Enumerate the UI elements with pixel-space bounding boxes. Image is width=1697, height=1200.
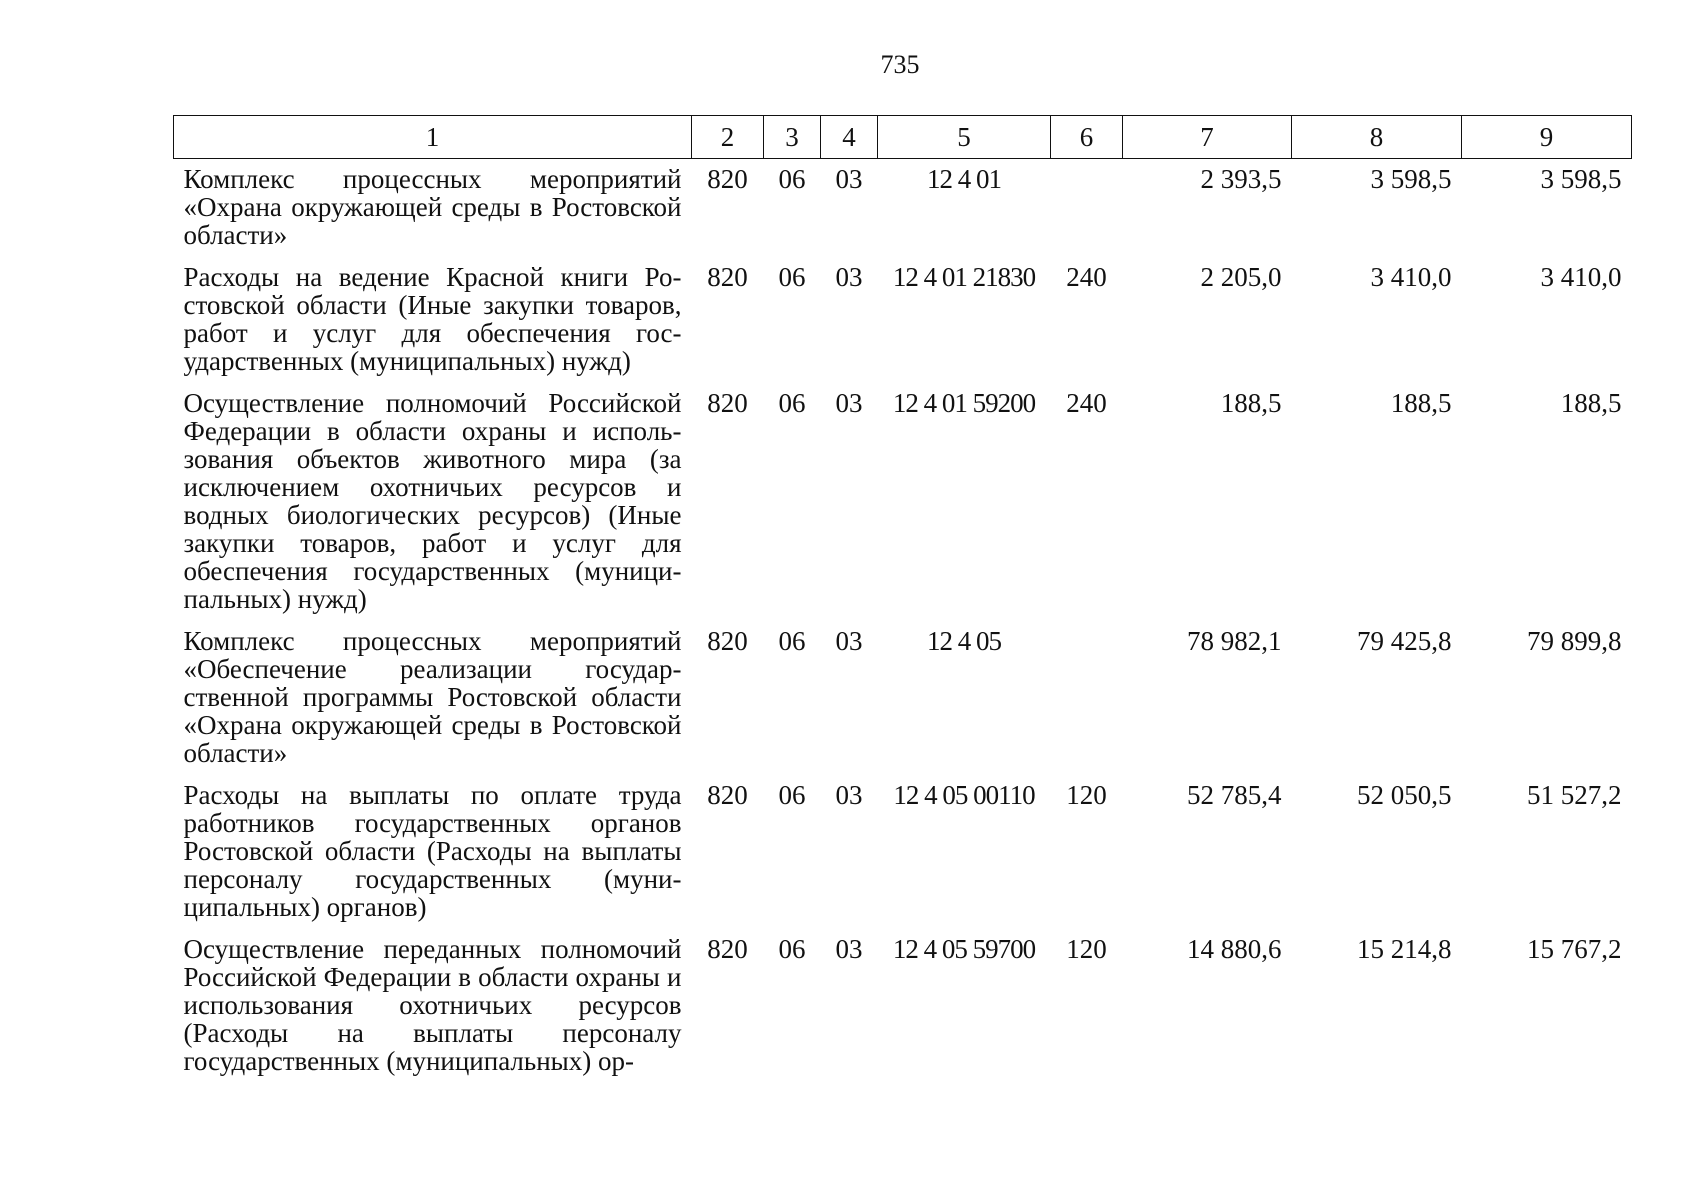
- row-grbs: 820: [707, 164, 748, 194]
- row-expense-type: 120: [1066, 780, 1107, 810]
- row-grbs: 820: [707, 388, 748, 418]
- row-section: 06: [778, 388, 806, 418]
- column-header-2: 2: [692, 116, 764, 159]
- row-amount-col8: 15 214,8: [1357, 934, 1452, 964]
- row-target-code: 12 4 01 59200: [892, 388, 1036, 418]
- row-description: Комплекс процессных мероприятий «Обеспечение реализации государственной программы Ростовской области «Охрана окружающей среды в Ростовской области»: [183, 626, 682, 768]
- row-amount-col8: 52 050,5: [1357, 780, 1452, 810]
- row-amount-col8: 79 425,8: [1357, 626, 1452, 656]
- row-expense-type: 240: [1066, 262, 1107, 292]
- row-grbs: 820: [707, 934, 748, 964]
- row-amount-col7: 188,5: [1220, 388, 1282, 418]
- row-amount-col9: 15 767,2: [1527, 934, 1622, 964]
- table-header: [174, 116, 1632, 159]
- table-row: [174, 621, 1632, 775]
- row-amount-col8: 188,5: [1390, 388, 1452, 418]
- row-target-code: 12 4 05 00110: [893, 780, 1035, 810]
- column-header-6: 6: [1051, 116, 1123, 159]
- table-row: [174, 257, 1632, 383]
- row-expense-type: [1051, 159, 1123, 258]
- row-amount-col7: 78 982,1: [1187, 626, 1282, 656]
- row-section: 06: [778, 262, 806, 292]
- budget-table: [173, 115, 1632, 1083]
- row-expense-type: [1051, 621, 1123, 775]
- table-row: [174, 929, 1632, 1083]
- row-subsection: 03: [835, 262, 863, 292]
- row-amount-col9: 51 527,2: [1527, 780, 1622, 810]
- row-amount-col7: 52 785,4: [1187, 780, 1282, 810]
- row-subsection: 03: [835, 164, 863, 194]
- row-subsection: 03: [835, 388, 863, 418]
- column-header-4: 4: [821, 116, 878, 159]
- row-grbs: 820: [707, 262, 748, 292]
- page-number: 735: [880, 50, 920, 79]
- row-section: 06: [778, 626, 806, 656]
- row-description: Осуществление переданных полномочий Российской Федерации в области охраны и использования охотничьих ресурсов (Расходы на выплаты персоналу государственных (муниципальных) ор-: [183, 934, 682, 1076]
- row-description: Осуществление полномочий Российской Федерации в области охраны и использования объектов животного мира (за исключением охотничьих ресурсов и водных биологических ресурсов) (Иные закупки товаров, работ и услуг для обеспечения государственных (муниципальных) нужд): [183, 388, 682, 614]
- row-subsection: 03: [835, 626, 863, 656]
- column-header-1: 1: [174, 116, 692, 159]
- row-target-code: 12 4 01: [927, 164, 1001, 194]
- row-description: Комплекс процессных мероприятий «Охрана окружающей среды в Ростовской области»: [183, 164, 682, 250]
- table-row: [174, 383, 1632, 621]
- row-amount-col7: 2 205,0: [1200, 262, 1282, 292]
- row-amount-col9: 188,5: [1560, 388, 1622, 418]
- row-amount-col9: 3 410,0: [1540, 262, 1622, 292]
- row-description: Расходы на выплаты по оплате труда работников государственных органов Ростовской области (Расходы на выплаты персоналу государственных (муниципальных) органов): [183, 780, 682, 922]
- table-body: [174, 159, 1632, 1084]
- row-amount-col7: 2 393,5: [1200, 164, 1282, 194]
- row-target-code: 12 4 05 59700: [892, 934, 1036, 964]
- column-header-5: 5: [878, 116, 1051, 159]
- row-grbs: 820: [707, 780, 748, 810]
- column-header-7: 7: [1123, 116, 1292, 159]
- row-subsection: 03: [835, 934, 863, 964]
- row-description: Расходы на ведение Красной книги Ростовской области (Иные закупки товаров, работ и услуг для обеспечения государственных (муниципальных) нужд): [183, 262, 682, 376]
- row-section: 06: [778, 164, 806, 194]
- row-expense-type: 120: [1066, 934, 1107, 964]
- row-grbs: 820: [707, 626, 748, 656]
- row-amount-col7: 14 880,6: [1187, 934, 1282, 964]
- row-amount-col8: 3 410,0: [1370, 262, 1452, 292]
- row-amount-col9: 3 598,5: [1540, 164, 1622, 194]
- column-header-8: 8: [1292, 116, 1462, 159]
- row-section: 06: [778, 934, 806, 964]
- row-subsection: 03: [835, 780, 863, 810]
- column-header-9: 9: [1462, 116, 1632, 159]
- row-section: 06: [778, 780, 806, 810]
- row-target-code: 12 4 05: [927, 626, 1001, 656]
- row-target-code: 12 4 01 21830: [892, 262, 1036, 292]
- header-row: [174, 116, 1632, 159]
- row-amount-col9: 79 899,8: [1527, 626, 1622, 656]
- table-row: [174, 775, 1632, 929]
- row-expense-type: 240: [1066, 388, 1107, 418]
- table-row: [174, 159, 1632, 258]
- row-amount-col8: 3 598,5: [1370, 164, 1452, 194]
- column-header-3: 3: [764, 116, 821, 159]
